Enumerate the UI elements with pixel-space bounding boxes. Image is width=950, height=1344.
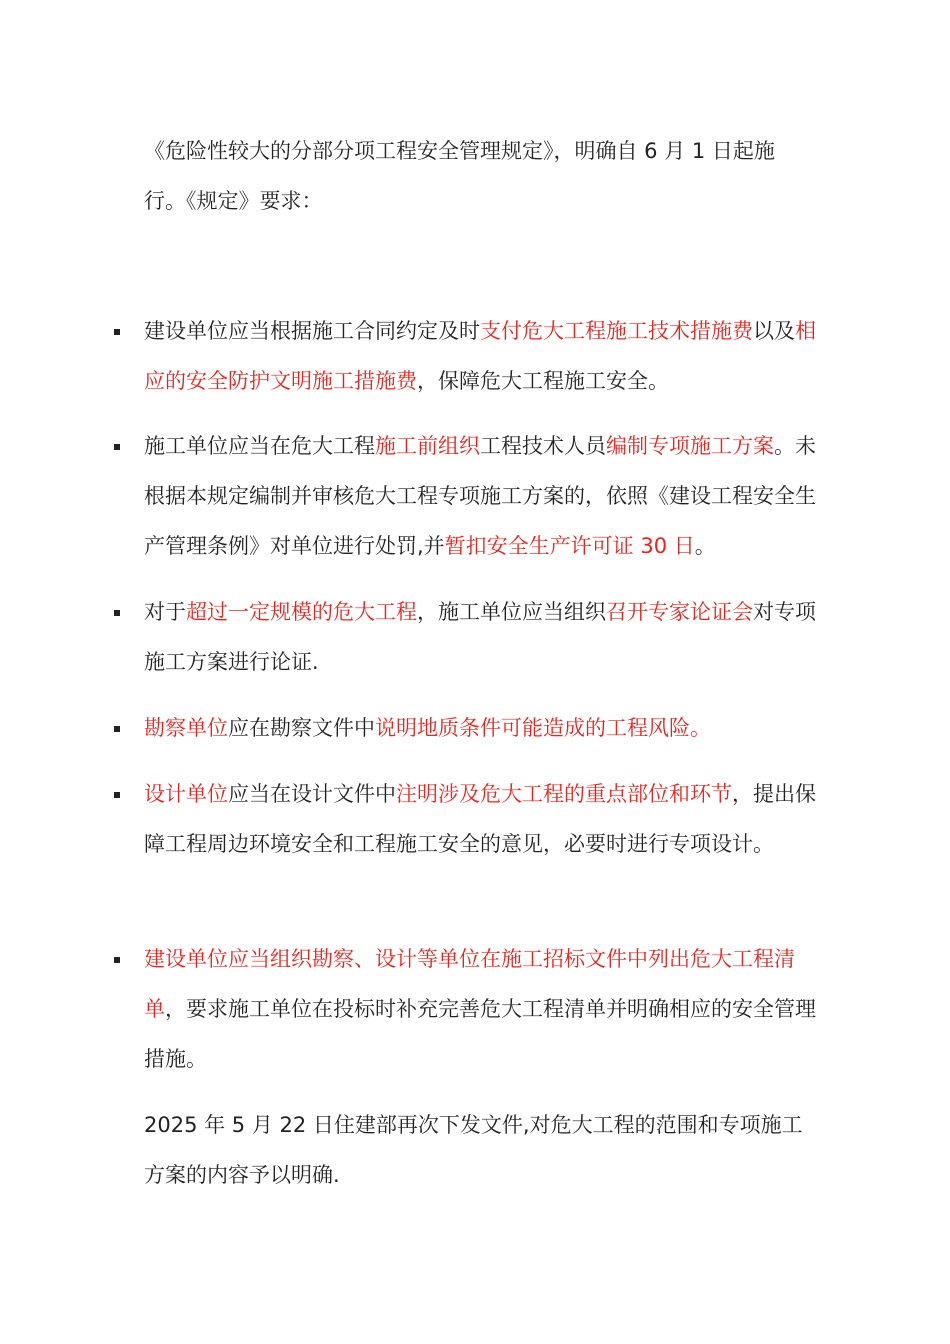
highlighted-text: 注明涉及危大工程的重点部位和环节 [396,782,732,806]
body-text: 施工单位应当在危大工程 [144,434,375,458]
body-text: 对专项施工方案进行论证. [144,600,816,674]
highlighted-text: 超过一定规模的危大工程 [186,600,417,624]
body-text: 应当在设计文件中 [228,782,396,806]
intro-paragraph [144,126,816,226]
bullet-icon [114,329,120,335]
body-text: 工程技术人员 [480,434,606,458]
body-text: ，保障危大工程施工安全。 [417,369,669,393]
list-item [144,306,816,406]
body-text: ，要求施工单位在投标时补充完善危大工程清单并明确相应的安全管理措施。 [144,997,816,1071]
body-text: 2025 年 5 月 22 日住建部再次下发文件,对危大工程的范围和专项施工方案的内容予以明确. [144,1113,803,1187]
body-text: ，施工单位应当组织 [417,600,606,624]
list-item [144,769,816,869]
body-text: 应在勘察文件中 [228,716,375,740]
highlighted-text: 编制专项施工方案 [606,434,774,458]
closing-paragraph [144,1100,816,1200]
body-text: 建设单位应当根据施工合同约定及时 [144,319,480,343]
list-item [144,421,816,571]
bullet-icon [114,610,120,616]
highlighted-text: 暂扣安全生产许可证 30 日 [444,534,695,558]
body-text: 。未根据本规定编制并审核危大工程专项施工方案的，依照《建设工程安全生产管理条例》对单位进行处罚,并 [144,434,816,558]
highlighted-text: 设计单位 [144,782,228,806]
highlighted-text: 建设单位应当组织勘察、设计等单位在施工招标文件中列出危大工程清单 [144,947,795,1021]
bullet-icon [114,444,120,450]
highlighted-text: 支付危大工程施工技术措施费 [480,319,753,343]
body-text: 。 [694,534,716,558]
list-item [144,703,816,753]
list-item [144,587,816,687]
highlighted-text: 勘察单位 [144,716,228,740]
highlighted-text: 施工前组织 [375,434,480,458]
highlighted-text: 召开专家论证会 [606,600,753,624]
body-text: 以及 [753,319,795,343]
body-text: 《危险性较大的分部分项工程安全管理规定》，明确自 6 月 1 日起施行。《规定》要求： [144,139,775,213]
bullet-icon [114,726,120,732]
body-text: ，提出保障工程周边环境安全和工程施工安全的意见，必要时进行专项设计。 [144,782,816,856]
bullet-icon [114,957,120,963]
body-text: 对于 [144,600,186,624]
highlighted-text: 说明地质条件可能造成的工程风险。 [375,716,711,740]
list-item [144,934,816,1084]
bullet-icon [114,792,120,798]
highlighted-text: 相应的安全防护文明施工措施费 [144,319,816,393]
